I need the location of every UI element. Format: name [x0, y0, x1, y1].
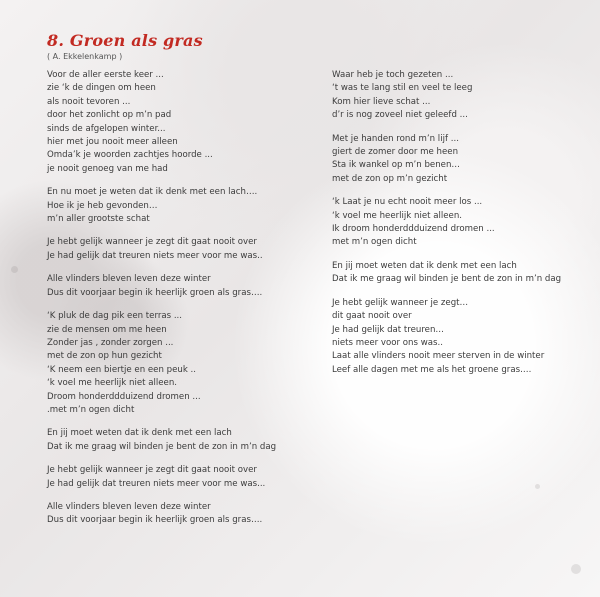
lyric-line: Dus dit voorjaar begin ik heerlijk groen als gras…. — [47, 287, 263, 298]
lyric-line: je nooit genoeg van me had — [47, 163, 168, 174]
lyric-line: Kom hier lieve schat ... — [332, 96, 431, 107]
stanza — [47, 501, 297, 528]
lyric-line: ‘k Laat je nu echt nooit meer los ... — [332, 197, 483, 208]
lyric-line: Dat ik me graag wil binden je bent de zon in m’n dag — [47, 441, 277, 452]
lyric-line: met de zon op hun gezicht — [47, 351, 162, 362]
lyric-line: En jij moet weten dat ik denk met een lach — [47, 428, 232, 439]
lyric-line: d’r is nog zoveel niet geleefd ... — [332, 110, 468, 121]
lyric-line: ‘k voel me heerlijk niet alleen. — [332, 210, 463, 221]
lyric-line: sinds de afgelopen winter... — [47, 123, 166, 134]
lyric-line: Met je handen rond m’n lijf ... — [332, 133, 459, 144]
stanza — [47, 310, 297, 417]
lyric-line: Omda’k je woorden zachtjes hoorde ... — [47, 150, 213, 161]
lyric-line: Alle vlinders bleven leven deze winter — [47, 274, 211, 285]
paper-speck — [11, 266, 18, 273]
stanza — [332, 196, 580, 250]
lyric-line: En nu moet je weten dat ik denk met een lach…. — [47, 187, 258, 198]
song-author: ( A. Ekkelenkamp ) — [47, 52, 123, 61]
lyric-line: Je hebt gelijk wanneer je zegt… — [332, 297, 469, 308]
stanza — [47, 69, 297, 176]
stanza — [47, 427, 297, 454]
lyric-line: Je hebt gelijk wanneer je zegt dit gaat nooit over — [47, 237, 257, 248]
lyric-line: zie de mensen om me heen — [47, 324, 167, 335]
stanza — [47, 236, 297, 263]
lyric-line: ‘K neem een biertje en een peuk .. — [47, 364, 196, 375]
lyric-line: Leef alle dagen met me als het groene gras…. — [332, 364, 532, 375]
lyric-line: Voor de aller eerste keer ... — [47, 70, 164, 80]
stanza — [47, 464, 297, 491]
lyric-line: als nooit tevoren ... — [47, 96, 131, 107]
stanza — [47, 186, 297, 226]
paper-speck — [535, 484, 540, 489]
lyric-line: met m’n ogen dicht — [332, 237, 417, 248]
paper-speck — [571, 564, 581, 574]
lyric-line: Sta ik wankel op m’n benen… — [332, 160, 460, 171]
lyric-line: Hoe ik je heb gevonden… — [47, 200, 158, 211]
lyric-line: Zonder jas , zonder zorgen ... — [47, 337, 174, 348]
lyric-line: niets meer voor ons was.. — [332, 337, 443, 348]
stanza — [47, 273, 297, 300]
lyric-line: Laat alle vlinders nooit meer sterven in de winter — [332, 351, 545, 362]
lyric-line: Je hebt gelijk wanneer je zegt dit gaat nooit over — [47, 465, 257, 476]
lyric-line: Waar heb je toch gezeten ... — [332, 70, 454, 80]
lyrics-column-right — [332, 69, 580, 387]
lyric-line: Dat ik me graag wil binden je bent de zon in m’n dag — [332, 274, 562, 285]
lyric-line: hier met jou nooit meer alleen — [47, 137, 178, 148]
lyric-line: Alle vlinders bleven leven deze winter — [47, 501, 211, 512]
lyric-line: Droom honderddduizend dromen ... — [47, 391, 201, 402]
lyric-line: ‘K pluk de dag pik een terras ... — [47, 311, 183, 322]
lyric-line: Je had gelijk dat treuren… — [332, 324, 445, 335]
lyric-line: Je had gelijk dat treuren niets meer voor me was... — [47, 478, 266, 489]
lyrics-column-left — [47, 69, 297, 538]
stanza — [332, 297, 580, 377]
lyric-line: ‘k voel me heerlijk niet alleen. — [47, 378, 178, 389]
lyric-line: En jij moet weten dat ik denk met een lach — [332, 260, 517, 271]
lyric-line: Je had gelijk dat treuren niets meer voor me was.. — [47, 250, 263, 261]
stanza — [332, 69, 580, 123]
song-title: 8. Groen als gras — [47, 31, 203, 50]
lyric-line: m’n aller grootste schat — [47, 214, 150, 225]
lyric-line: ‘t was te lang stil en veel te leeg — [332, 83, 473, 94]
lyric-line: door het zonlicht op m’n pad — [47, 110, 172, 121]
lyric-line: met de zon op m’n gezicht — [332, 173, 448, 184]
lyric-line: .met m’n ogen dicht — [47, 404, 135, 415]
stanza — [332, 133, 580, 187]
lyric-line: dit gaat nooit over — [332, 311, 412, 322]
lyric-line: Dus dit voorjaar begin ik heerlijk groen als gras…. — [47, 515, 263, 526]
lyric-line: zie ‘k de dingen om heen — [47, 83, 156, 94]
lyric-line: giert de zomer door me heen — [332, 147, 459, 158]
lyric-line: Ik droom honderddduizend dromen ... — [332, 224, 495, 235]
stanza — [332, 260, 580, 287]
